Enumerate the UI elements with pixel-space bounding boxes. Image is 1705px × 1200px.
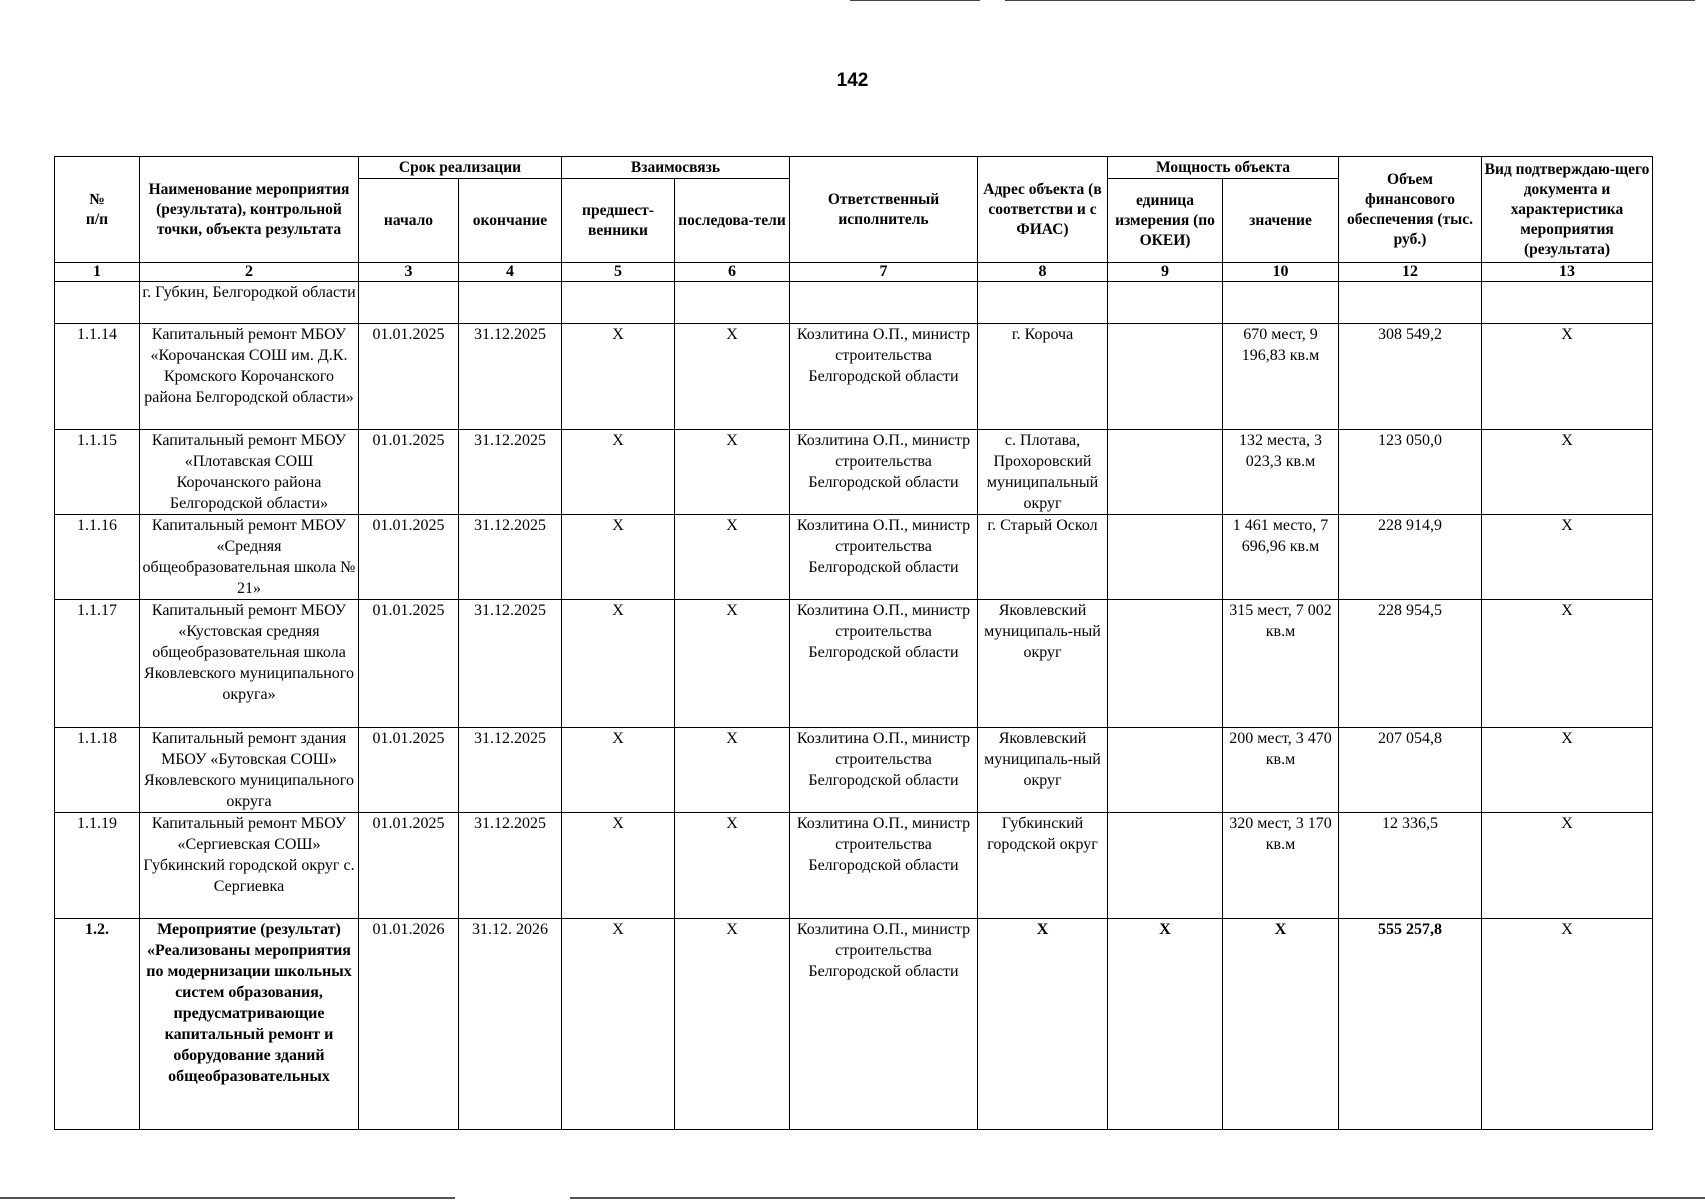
cell-unit [1108,600,1223,728]
table-row [55,282,1653,324]
cell-doc [1482,282,1653,324]
cell-value: Х [1223,919,1339,1130]
table-row [55,728,1653,813]
cell-finance [1339,282,1482,324]
cell-next: Х [675,515,790,600]
cell-responsible: Козлитина О.П., министр строительства Белгородской области [790,919,978,1130]
cell-address: Яковлевский муниципаль-ный округ [978,600,1108,728]
cell-prev: Х [562,728,675,813]
cell-name: Капитальный ремонт МБОУ «Кустовская средняя общеобразовательная школа Яковлевского муниципального округа» [140,600,359,728]
cell-responsible: Козлитина О.П., министр строительства Белгородской области [790,600,978,728]
cell-address: Х [978,919,1108,1130]
cell-value: 200 мест, 3 470 кв.м [1223,728,1339,813]
cell-responsible: Козлитина О.П., министр строительства Белгородской области [790,430,978,515]
cell-finance: 228 954,5 [1339,600,1482,728]
cell-value: 670 мест, 9 196,83 кв.м [1223,324,1339,430]
table-row [55,430,1653,515]
header-doc: Вид подтверждаю-щего документа и характеристика мероприятия (результата) [1482,157,1653,263]
cell-address: Яковлевский муниципаль-ный округ [978,728,1108,813]
cell-start: 01.01.2025 [359,728,459,813]
cell-prev [562,282,675,324]
header-term: Срок реализации [359,157,562,179]
header-term-start: начало [359,179,459,263]
col-number: 10 [1223,263,1339,282]
cell-value: 320 мест, 3 170 кв.м [1223,813,1339,919]
cell-end: 31.12.2025 [459,813,562,919]
cell-doc: Х [1482,600,1653,728]
cell-value: 132 места, 3 023,3 кв.м [1223,430,1339,515]
cell-unit [1108,324,1223,430]
cell-num: 1.1.18 [55,728,140,813]
cell-doc: Х [1482,324,1653,430]
cell-next [675,282,790,324]
bottom-rule-right [570,1197,1705,1199]
header-name: Наименование мероприятия (результата), контрольной точки, объекта результата [140,157,359,263]
cell-responsible: Козлитина О.П., министр строительства Белгородской области [790,324,978,430]
cell-doc: Х [1482,813,1653,919]
col-number: 2 [140,263,359,282]
table-row [55,600,1653,728]
cell-prev: Х [562,919,675,1130]
cell-name: Капитальный ремонт МБОУ «Средняя общеобразовательная школа № 21» [140,515,359,600]
header-term-end: окончание [459,179,562,263]
col-number: 12 [1339,263,1482,282]
header-cap-unit: единица измерения (по ОКЕИ) [1108,179,1223,263]
cell-end: 31.12.2025 [459,728,562,813]
table-row [55,919,1653,1130]
cell-next: Х [675,324,790,430]
cell-doc: Х [1482,728,1653,813]
cell-address: Губкинский городской округ [978,813,1108,919]
col-number: 1 [55,263,140,282]
cell-next: Х [675,430,790,515]
bottom-rule-left [0,1197,455,1199]
cell-responsible: Козлитина О.П., министр строительства Белгородской области [790,813,978,919]
cell-start: 01.01.2026 [359,919,459,1130]
header-address: Адрес объекта (в соответстви и с ФИАС) [978,157,1108,263]
cell-responsible: Козлитина О.П., министр строительства Белгородской области [790,728,978,813]
cell-num: 1.1.17 [55,600,140,728]
cell-start: 01.01.2025 [359,515,459,600]
cell-end: 31.12. 2026 [459,919,562,1130]
cell-end: 31.12.2025 [459,324,562,430]
cell-doc: Х [1482,430,1653,515]
cell-num: 1.1.16 [55,515,140,600]
header-link: Взаимосвязь [562,157,790,179]
cell-name: Капитальный ремонт МБОУ «Плотавская СОШ Корочанского района Белгородской области» [140,430,359,515]
cell-unit [1108,282,1223,324]
cell-unit: Х [1108,919,1223,1130]
header-num: № п/п [55,157,140,263]
cell-prev: Х [562,430,675,515]
cell-num: 1.2. [55,919,140,1130]
cell-value [1223,282,1339,324]
cell-unit [1108,515,1223,600]
cell-prev: Х [562,600,675,728]
cell-end [459,282,562,324]
col-number: 7 [790,263,978,282]
col-number: 9 [1108,263,1223,282]
cell-finance: 12 336,5 [1339,813,1482,919]
cell-finance: 555 257,8 [1339,919,1482,1130]
cell-address [978,282,1108,324]
cell-address: с. Плотава, Прохоровский муниципальный округ [978,430,1108,515]
cell-end: 31.12.2025 [459,430,562,515]
header-link-next: последова-тели [675,179,790,263]
cell-num: 1.1.15 [55,430,140,515]
cell-next: Х [675,919,790,1130]
top-rule-2 [1005,0,1695,1]
cell-prev: Х [562,515,675,600]
header-link-prev: предшест-венники [562,179,675,263]
col-number: 13 [1482,263,1653,282]
cell-name: г. Губкин, Белгородкой области [140,282,359,324]
cell-prev: Х [562,813,675,919]
cell-next: Х [675,813,790,919]
header-responsible: Ответственный исполнитель [790,157,978,263]
cell-finance: 123 050,0 [1339,430,1482,515]
cell-address: г. Короча [978,324,1108,430]
cell-num: 1.1.14 [55,324,140,430]
cell-finance: 207 054,8 [1339,728,1482,813]
table-row [55,324,1653,430]
col-number: 4 [459,263,562,282]
cell-name: Капитальный ремонт МБОУ «Сергиевская СОШ» Губкинский городской округ с. Сергиевка [140,813,359,919]
cell-start: 01.01.2025 [359,324,459,430]
cell-next: Х [675,600,790,728]
cell-start: 01.01.2025 [359,600,459,728]
cell-prev: Х [562,324,675,430]
cell-doc: Х [1482,919,1653,1130]
top-rule-1 [850,0,980,1]
header-cap-value: значение [1223,179,1339,263]
cell-num: 1.1.19 [55,813,140,919]
header-capacity: Мощность объекта [1108,157,1339,179]
cell-end: 31.12.2025 [459,515,562,600]
cell-name: Мероприятие (результат) «Реализованы мероприятия по модернизации школьных систем образования, предусматривающие капитальный ремонт и оборудование зданий общеобразовательных [140,919,359,1130]
table-row [55,813,1653,919]
col-number: 8 [978,263,1108,282]
cell-start [359,282,459,324]
cell-end: 31.12.2025 [459,600,562,728]
cell-responsible [790,282,978,324]
col-number: 6 [675,263,790,282]
cell-responsible: Козлитина О.П., министр строительства Белгородской области [790,515,978,600]
cell-finance: 228 914,9 [1339,515,1482,600]
col-number: 3 [359,263,459,282]
page-number: 142 [836,70,869,91]
cell-unit [1108,728,1223,813]
cell-next: Х [675,728,790,813]
cell-value: 315 мест, 7 002 кв.м [1223,600,1339,728]
cell-name: Капитальный ремонт МБОУ «Корочанская СОШ им. Д.К. Кромского Корочанского района Белгородской области» [140,324,359,430]
cell-unit [1108,430,1223,515]
header-finance: Объем финансового обеспечения (тыс. руб.) [1339,157,1482,263]
cell-finance: 308 549,2 [1339,324,1482,430]
activities-table [54,156,1653,1130]
col-number: 5 [562,263,675,282]
cell-unit [1108,813,1223,919]
cell-start: 01.01.2025 [359,813,459,919]
cell-name: Капитальный ремонт здания МБОУ «Бутовская СОШ» Яковлевского муниципального округа [140,728,359,813]
cell-value: 1 461 место, 7 696,96 кв.м [1223,515,1339,600]
cell-address: г. Старый Оскол [978,515,1108,600]
cell-num [55,282,140,324]
table-row [55,515,1653,600]
cell-start: 01.01.2025 [359,430,459,515]
cell-doc: Х [1482,515,1653,600]
column-numbers-row [55,263,1653,282]
